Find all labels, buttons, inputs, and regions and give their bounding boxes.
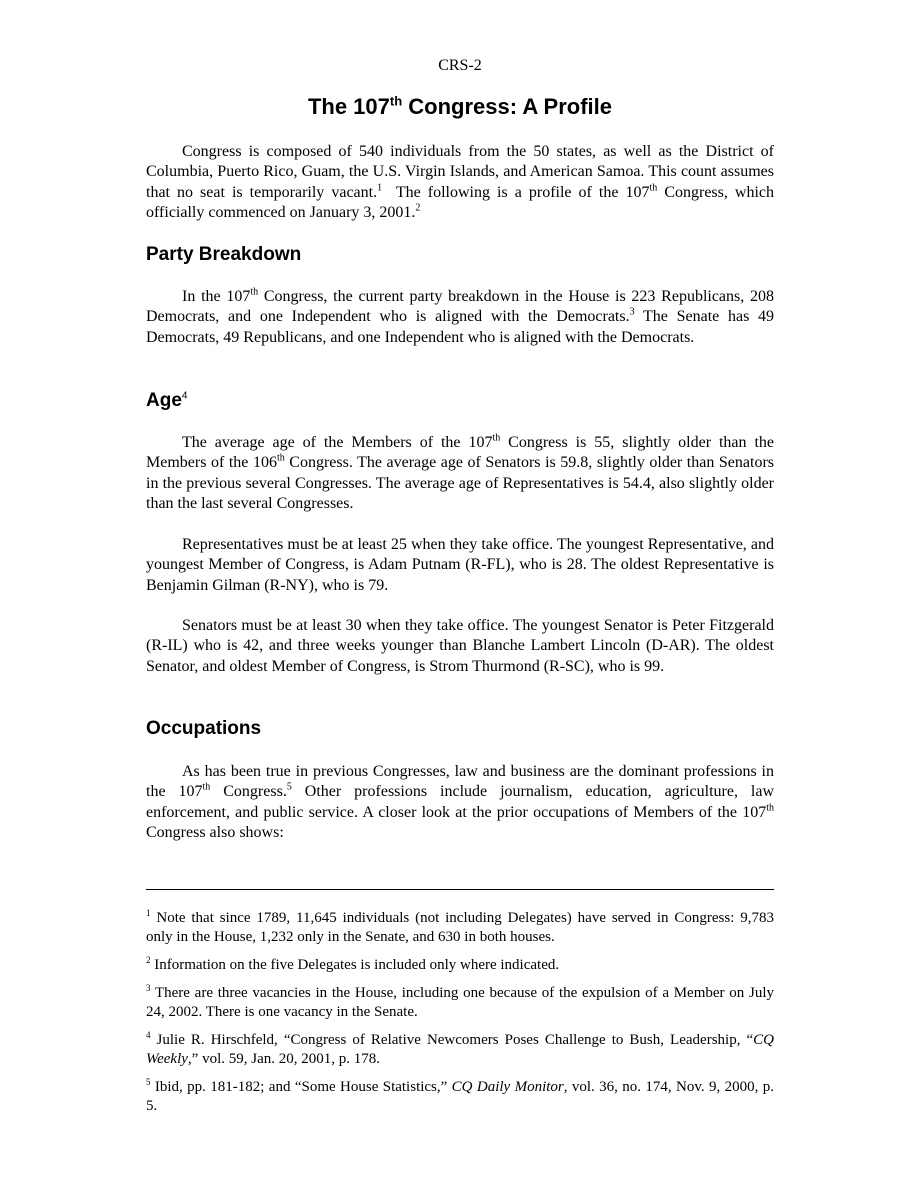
party-body bbox=[146, 287, 774, 348]
footnote-1: $^1$ Note that since 1789, 11,645 individuals (not including Delegates) have served in Congress: 9,783 only in the House, 1,232 only in the Senate, and 630 in both houses. bbox=[146, 908, 774, 945]
footnote-divider bbox=[146, 889, 774, 890]
page-title: The 107th Congress: A Profile bbox=[307, 93, 613, 119]
footnote-ref: 1 bbox=[377, 182, 383, 194]
occupations-section bbox=[146, 718, 774, 740]
footnote-ref: 3 bbox=[629, 307, 635, 319]
intro-paragraph: Congress is composed of 540 individuals from the 50 states, as well as the District of Columbia, Puerto Rico, Guam, the U.S. Virgin Islands, and American Samoa. This count assumes that no seat is temporarily vacant.$^1$ The following is a profile of the 107th Congress, which officially commenced on January 3, 2001.$^2$ bbox=[146, 143, 775, 222]
occupations-paragraph: As has been true in previous Congresses, law and business are the dominant professions in the 107th Congress.$^5$ Other professions include journalism, education, agriculture, law enforcement, and public service. A closer look at the prior occupations of Members of the 107th Congress also shows: bbox=[146, 763, 775, 842]
intro-section bbox=[146, 142, 774, 224]
footnote-3: $^3$ There are three vacancies in the House, including one because of the expulsion of a Member on July 24, 2002. There is one vacancy in the Senate. bbox=[146, 983, 774, 1020]
age-body-1 bbox=[146, 433, 774, 515]
section-heading-party: Party Breakdown bbox=[146, 244, 302, 265]
footnote-4: $^4$ Julie R. Hirschfeld, “Congress of Relative Newcomers Poses Challenge to Bush, Leadership, “CQ Weekly,” vol. 59, Jan. 20, 2001, p. 178. bbox=[146, 1030, 774, 1067]
footnote-5: $^5$ Ibid, pp. 181-182; and “Some House Statistics,” CQ Daily Monitor, vol. 36, no. 174, Nov. 9, 2000, p. 5. bbox=[146, 1077, 774, 1114]
age-paragraph-1: The average age of the Members of the 107th Congress is 55, slightly older than the Members of the 106th Congress. The average age of Senators is 59.8, slightly older than Senators in the previous several Congresses. The average age of Representatives is 54.4, also slightly older than the last several Congresses. bbox=[146, 432, 774, 513]
age-body-3 bbox=[146, 616, 774, 677]
occupations-body bbox=[146, 762, 774, 844]
party-paragraph: In the 107th Congress, the current party breakdown in the House is 223 Republicans, 208 Democrats, and one Independent who is aligned with the Democrats.$^3$ The Senate has 49 Democrats, 49 Republicans, and one Independent who is aligned with the Democrats. bbox=[146, 286, 775, 346]
section-heading-occupations: Occupations bbox=[146, 718, 262, 739]
page-number: CRS-2 bbox=[438, 57, 482, 74]
footnote-ref: 5 bbox=[286, 782, 292, 794]
age-body-2 bbox=[146, 535, 774, 596]
footnote-2: $^2$ Information on the five Delegates is included only where indicated. bbox=[146, 955, 560, 973]
age-section bbox=[146, 390, 774, 412]
footnote-ref: 2 bbox=[415, 202, 421, 214]
section-heading-age: Age$^4$ bbox=[146, 390, 188, 411]
age-paragraph-2: Representatives must be at least 25 when they take office. The youngest Representative, and youngest Member of Congress, is Adam Putnam (R-FL), who is 28. The oldest Representative is Benjamin Gilman (R-NY), who is 79. bbox=[146, 536, 774, 594]
age-paragraph-3: Senators must be at least 30 when they take office. The youngest Senator is Peter Fitzgerald (R-IL) who is 42, and three weeks younger than Blanche Lambert Lincoln (D-AR). The oldest Senator, and oldest Member of Congress, is Strom Thurmond (R-SC), who is 99. bbox=[146, 617, 774, 675]
party-section bbox=[146, 244, 774, 266]
